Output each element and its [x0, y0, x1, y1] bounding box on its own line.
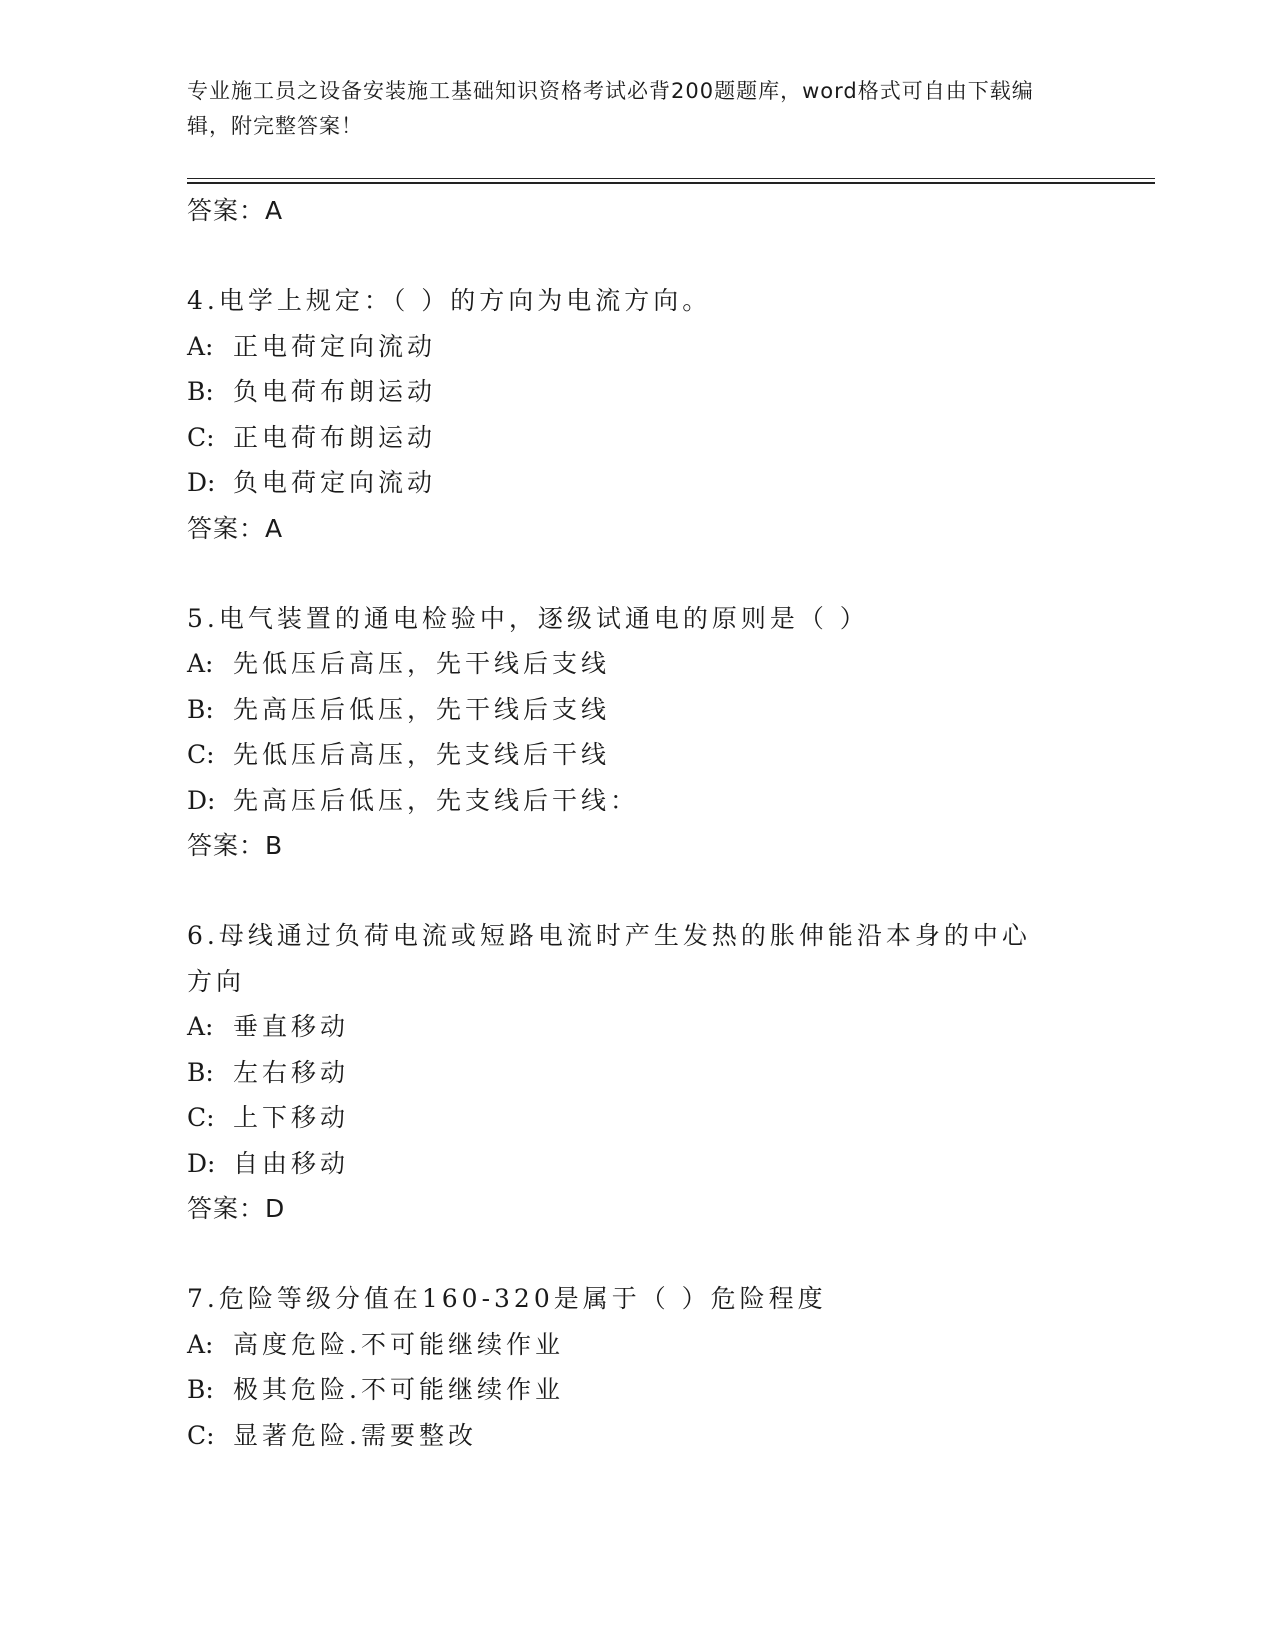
answer-line: 答案：A — [187, 513, 284, 543]
option-text: 负电荷定向流动 — [233, 468, 437, 497]
option-a — [187, 641, 1087, 687]
option-letter: B: — [187, 1375, 214, 1404]
question-block — [187, 596, 1087, 870]
question-stem: 7.危险等级分值在160-320是属于（ ）危险程度 — [187, 1284, 827, 1313]
option-letter: A: — [187, 331, 214, 361]
option-text: 先高压后低压，先干线后支线 — [233, 694, 611, 724]
option-b — [187, 1050, 1087, 1096]
option-a — [187, 1004, 1087, 1050]
option-c — [187, 1413, 1087, 1459]
option-letter: D: — [187, 785, 216, 815]
header-rule-thin — [187, 178, 1155, 179]
option-a — [187, 1322, 1087, 1368]
option-letter: D: — [187, 1148, 216, 1178]
option-text: 自由移动 — [233, 1148, 350, 1178]
document-header: 专业施工员之设备安装施工基础知识资格考试必背200题题库，word格式可自由下载编辑，附完整答案！ — [187, 79, 1034, 138]
option-d — [187, 1141, 1087, 1187]
option-text: 垂直移动 — [233, 1012, 350, 1041]
question-block — [187, 913, 1087, 1232]
option-letter: D: — [187, 468, 216, 497]
option-text: 先低压后高压，先支线后干线 — [233, 740, 611, 769]
option-letter: C: — [187, 422, 215, 452]
option-d — [187, 460, 1087, 506]
question-stem: 5.电气装置的通电检验中，逐级试通电的原则是（ ） — [187, 603, 869, 633]
option-letter: B: — [187, 694, 214, 724]
option-b — [187, 687, 1087, 733]
option-c — [187, 1095, 1087, 1141]
option-a — [187, 324, 1087, 370]
option-c — [187, 732, 1087, 778]
option-letter: B: — [187, 377, 214, 406]
option-letter: B: — [187, 1057, 214, 1087]
question-block — [187, 278, 1087, 552]
option-text: 先低压后高压，先干线后支线 — [233, 649, 611, 678]
option-text: 先高压后低压，先支线后干线： — [233, 785, 640, 815]
option-text: 左右移动 — [233, 1057, 350, 1087]
option-text: 显著危险.需要整改 — [233, 1420, 477, 1450]
option-text: 负电荷布朗运动 — [233, 377, 437, 406]
option-letter: A: — [187, 649, 214, 678]
answer-line: 答案：A — [187, 196, 284, 225]
question-list — [187, 188, 1087, 1458]
option-c — [187, 415, 1087, 461]
question-stem: 6.母线通过负荷电流或短路电流时产生发热的胀伸能沿本身的中心方向 — [187, 921, 1031, 996]
option-letter: C: — [187, 740, 215, 769]
option-text: 极其危险.不可能继续作业 — [233, 1375, 564, 1404]
option-text: 高度危险.不可能继续作业 — [233, 1329, 564, 1359]
option-letter: A: — [187, 1012, 214, 1041]
option-text: 正电荷布朗运动 — [233, 422, 437, 452]
question-stem: 4.电学上规定：（ ）的方向为电流方向。 — [187, 286, 712, 315]
option-letter: C: — [187, 1103, 215, 1132]
option-b — [187, 1367, 1087, 1413]
header-rule-thick — [187, 182, 1155, 184]
answer-line: 答案：B — [187, 831, 284, 860]
option-text: 正电荷定向流动 — [233, 331, 437, 361]
option-d — [187, 778, 1087, 824]
option-letter: A: — [187, 1329, 214, 1359]
answer-line: 答案：D — [187, 1194, 286, 1223]
option-text: 上下移动 — [233, 1103, 350, 1132]
question-block — [187, 1276, 1087, 1458]
option-letter: C: — [187, 1420, 215, 1450]
option-b — [187, 369, 1087, 415]
